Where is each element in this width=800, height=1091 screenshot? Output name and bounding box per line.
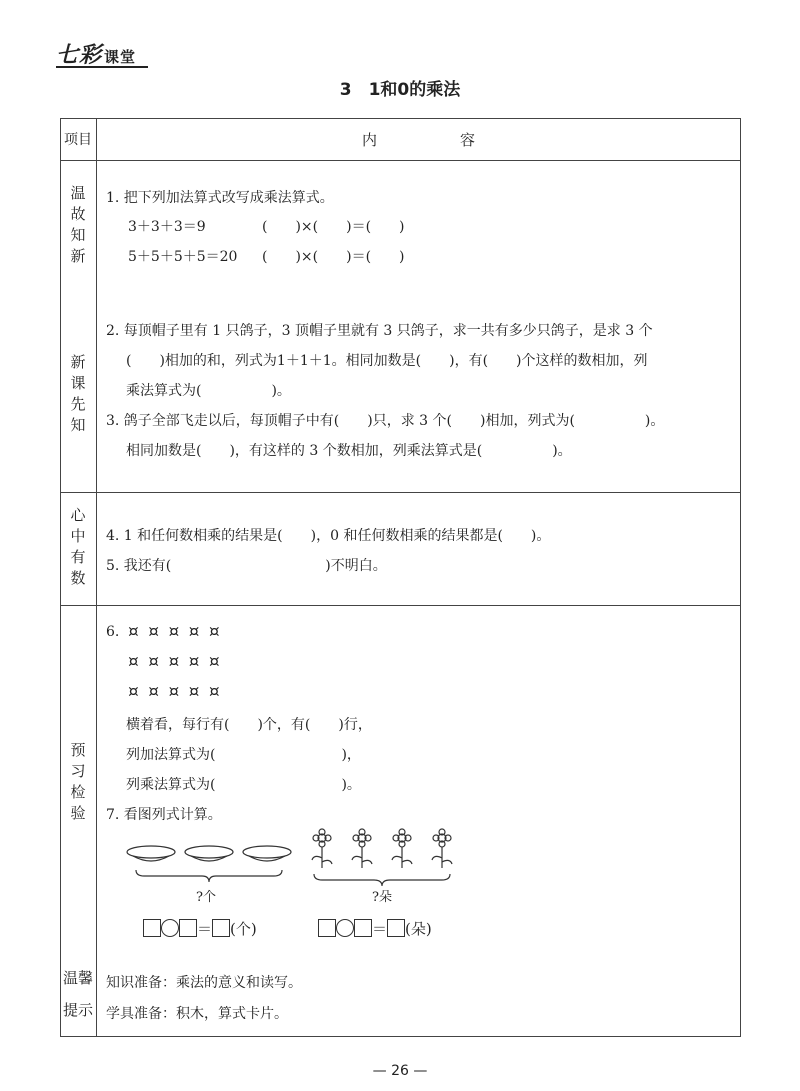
question-3-line-1[interactable]: 3. 鸽子全部飞走以后，每顶帽子中有( )只，求 3 个( )相加，列式为( )。 xyxy=(106,413,665,429)
answer-box[interactable] xyxy=(318,919,336,937)
flowers-question: ?朵 xyxy=(372,890,392,905)
flowers-answer-template[interactable] xyxy=(318,918,432,939)
question-6-line-3[interactable]: 列乘法算式为( )。 xyxy=(126,777,361,793)
equals-sign: ＝ xyxy=(372,920,388,938)
label-mind: 心 中 有 数 xyxy=(70,506,86,587)
plates-answer-template[interactable] xyxy=(143,918,257,939)
label-tip-1: 温馨 xyxy=(62,969,93,987)
question-4[interactable]: 4. 1 和任何数相乘的结果是( )，0 和任何数相乘的结果都是( )。 xyxy=(106,528,551,544)
answer-box[interactable] xyxy=(354,919,372,937)
unit-label: (朵) xyxy=(405,920,432,938)
brand-logo: 七彩 课堂 xyxy=(56,43,137,68)
operator-circle[interactable] xyxy=(161,919,179,937)
unit-label: (个) xyxy=(230,920,257,938)
label-new-lesson: 新 课 先 知 xyxy=(70,353,86,434)
question-2-line-1: 2. 每顶帽子里有 1 只鸽子，3 顶帽子里就有 3 只鸽子，求一共有多少只鸽子，是求 3 个 xyxy=(106,323,653,339)
answer-box[interactable] xyxy=(387,919,405,937)
label-review: 温 故 知 新 xyxy=(70,184,86,265)
question-2-line-2[interactable]: ( )相加的和，列式为1＋1＋1。相同加数是( )，有( )个这样的数相加，列 xyxy=(126,353,648,369)
q1a-expression: 3＋3＋3＝9 xyxy=(128,219,206,235)
label-preview: 预 习 检 验 xyxy=(70,741,86,822)
q1a-blank[interactable]: ( )×( )＝( ) xyxy=(262,219,405,235)
answer-box[interactable] xyxy=(179,919,197,937)
question-3-line-2[interactable]: 相同加数是( )，有这样的 3 个数相加，列乘法算式是( )。 xyxy=(126,443,572,459)
q6-symbol-row: ¤ ¤ ¤ ¤ ¤ xyxy=(128,652,222,672)
question-6-line-2[interactable]: 列加法算式为( )， xyxy=(126,747,361,763)
question-5[interactable]: 5. 我还有( )不明白。 xyxy=(106,558,387,574)
flower-icon xyxy=(312,829,332,868)
flower-icon xyxy=(392,829,412,868)
page-number: — 26 — xyxy=(372,1063,428,1079)
q1b-expression: 5＋5＋5＋5＝20 xyxy=(128,249,238,265)
tip-tools: 学具准备：积木，算式卡片。 xyxy=(106,1006,288,1022)
operator-circle[interactable] xyxy=(336,919,354,937)
question-1: 1. 把下列加法算式改写成乘法算式。 xyxy=(106,190,334,206)
row-divider xyxy=(60,492,741,493)
label-tip-2: 提示 xyxy=(62,1001,93,1019)
question-7: 7. 看图列式计算。 xyxy=(106,807,222,823)
q1b-blank[interactable]: ( )×( )＝( ) xyxy=(262,249,405,265)
header-content: 内 容 xyxy=(361,130,509,149)
question-6-label: 6. xyxy=(106,624,120,640)
plates-illustration xyxy=(124,840,294,890)
question-6-line-1[interactable]: 横着看，每行有( )个，有( )行， xyxy=(126,717,372,733)
flowers-illustration xyxy=(306,826,466,890)
question-2-line-3[interactable]: 乘法算式为( )。 xyxy=(126,383,291,399)
q6-symbol-row: ¤ ¤ ¤ ¤ ¤ xyxy=(128,682,222,702)
q6-symbol-row: ¤ ¤ ¤ ¤ ¤ xyxy=(128,622,222,642)
brand-underline xyxy=(56,66,148,68)
flower-icon xyxy=(432,829,452,868)
answer-box[interactable] xyxy=(212,919,230,937)
plates-question: ?个 xyxy=(196,890,216,905)
answer-box[interactable] xyxy=(143,919,161,937)
page-title: 3 1和0的乘法 xyxy=(339,80,461,100)
column-divider xyxy=(96,118,97,1037)
flower-icon xyxy=(352,829,372,868)
row-divider xyxy=(60,605,741,606)
row-divider xyxy=(60,160,741,161)
equals-sign: ＝ xyxy=(197,920,213,938)
header-project: 项目 xyxy=(64,132,92,148)
tip-knowledge: 知识准备：乘法的意义和读写。 xyxy=(106,975,302,991)
